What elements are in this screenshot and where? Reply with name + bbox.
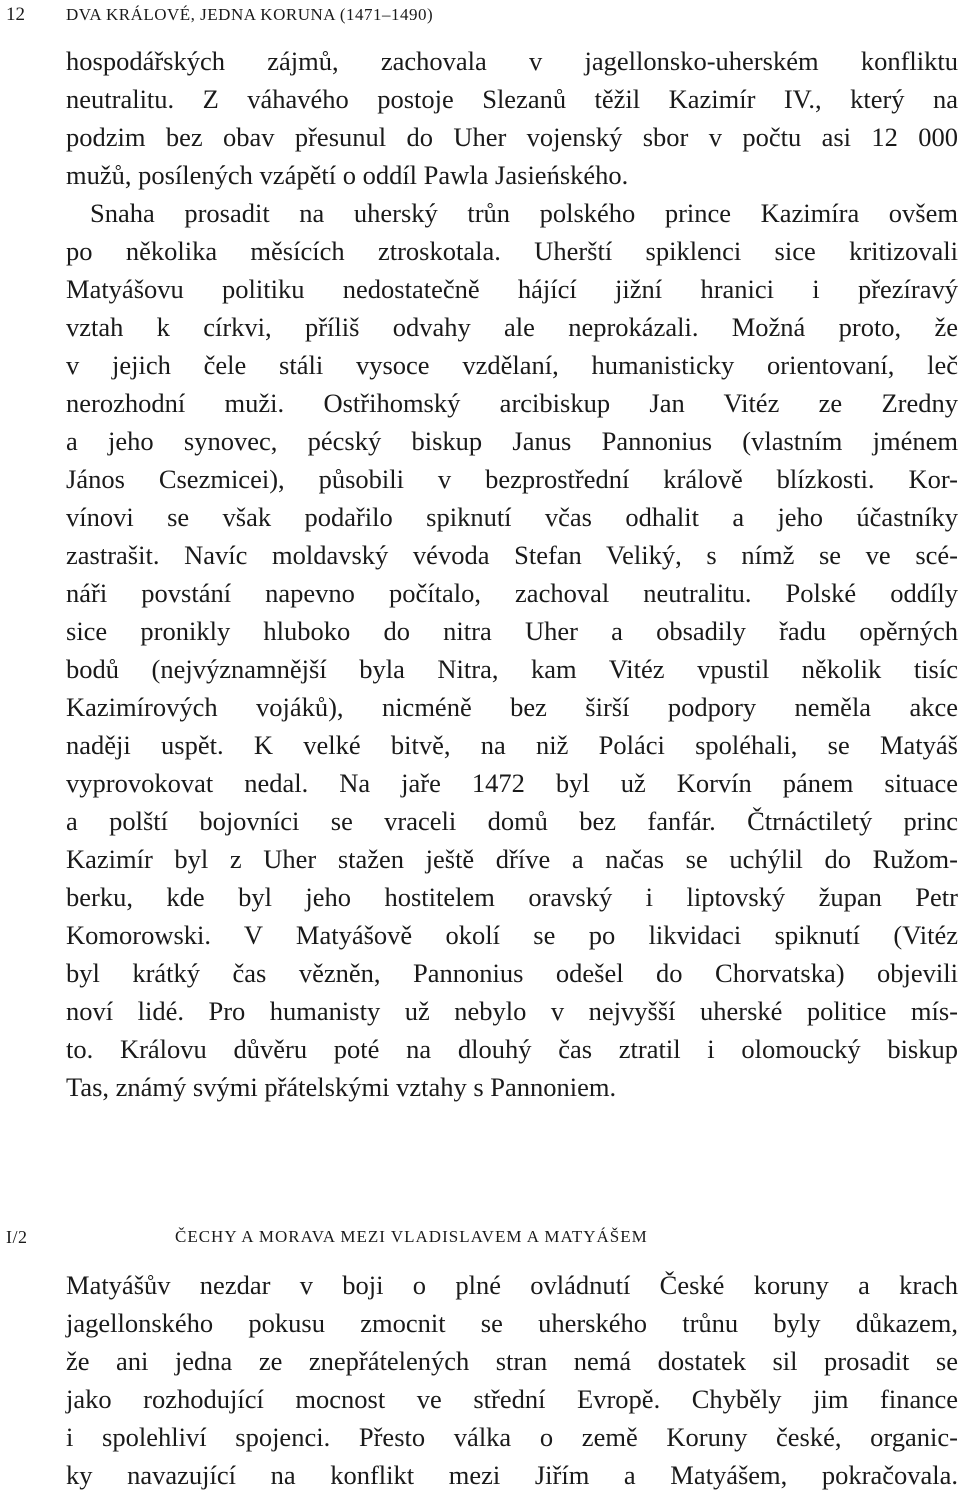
text-line: podzim bez obav přesunul do Uher vojenský sbor v počtu asi 12 000 [66,122,958,152]
text-line: berku, kde byl jeho hostitelem oravský i liptovský župan Petr [66,882,958,912]
text-line: naději uspět. K velké bitvě, na niž Poláci spoléhali, se Matyáš [66,730,958,760]
text-line: neutralitu. Z váhavého postoje Slezanů těžil Kazimír IV., který na [66,84,958,114]
text-line: Matyášovu politiku nedostatečně hájící jižní hranici i přezíravý [66,274,958,304]
text-line: byl krátký čas vězněn, Pannonius odešel do Chorvatska) objevili [66,958,958,988]
text-line: a polští bojovníci se vraceli domů bez fanfár. Čtrnáctiletý princ [66,806,958,836]
text-line: Tas, známý svými přátelskými vztahy s Pannoniem. [66,1072,617,1102]
text-line: vyprovokovat nedal. Na jaře 1472 byl už Korvín pánem situace [66,768,958,798]
paragraph-2 [66,194,958,1106]
text-line: mužů, posílených vzápětí o oddíl Pawla Jasieńského. [66,160,629,190]
text-line: to. Královu důvěru poté na dlouhý čas ztratil i olomoucký biskup [66,1034,958,1064]
text-line: vztah k církvi, příliš odvahy ale neprokázali. Možná proto, že [66,312,958,342]
page-header [0,0,960,34]
text-line: Snaha prosadit na uherský trůn polského prince Kazimíra ovšem [90,198,958,228]
text-line: vínovi se však podařilo spiknutí včas odhalit a jeho účastníky [66,502,958,532]
text-line: nerozhodní muži. Ostřihomský arcibiskup Jan Vitéz ze Zredny [66,388,958,418]
body-text-block-2 [66,1266,958,1494]
text-line: že ani jedna ze znepřátelených stran nemá dostatek sil prosadit se [66,1346,958,1376]
text-line: a jeho synovec, pécský biskup Janus Pannonius (vlastním jménem [66,426,958,456]
text-line: ky navazující na konflikt mezi Jiřím a Matyášem, pokračovala. [66,1460,958,1490]
text-line: jagellonského pokusu zmocnit se uherského trůnu byly důkazem, [66,1308,958,1338]
section-heading [0,1225,960,1253]
text-line: náři povstání napevno počítalo, zachoval neutralitu. Polské oddíly [66,578,958,608]
running-title: DVA KRÁLOVÉ, JEDNA KORUNA (1471–1490) [66,5,434,24]
text-line: zastrašit. Navíc moldavský vévoda Stefan Veliký, s nímž se ve scé- [66,540,958,570]
text-line: Kazimír byl z Uher stažen ještě dříve a načas se uchýlil do Ružom- [66,844,958,874]
text-line: Matyášův nezdar v boji o plné ovládnutí České koruny a krach [66,1270,958,1300]
paragraph-1 [66,42,958,194]
text-line: noví lidé. Pro humanisty už nebylo v nejvyšší uherské politice mís- [66,996,958,1026]
text-line: bodů (nejvýznamnější byla Nitra, kam Vitéz vpustil několik tisíc [66,654,958,684]
section-title: ČECHY A MORAVA MEZI VLADISLAVEM A MATYÁŠEM [175,1227,648,1246]
text-line: Komorowski. V Matyášově okolí se po likvidaci spiknutí (Vitéz [66,920,958,950]
paragraph-3 [66,1266,958,1494]
text-line: po několika měsících ztroskotala. Uherští spiklenci sice kritizovali [66,236,958,266]
text-line: jako rozhodující mocnost ve střední Evropě. Chyběly jim finance [66,1384,958,1414]
text-line: sice pronikly hluboko do nitra Uher a obsadily řadu opěrných [66,616,958,646]
text-line: János Csezmicei), působili v bezprostřední králově blízkosti. Kor- [66,464,958,494]
text-line: hospodářských zájmů, zachovala v jagellonsko-uherském konfliktu [66,46,958,76]
body-text-block-1 [66,42,958,1106]
text-line: Kazimírových vojáků), nicméně bez širší podpory neměla akce [66,692,958,722]
text-line: i spolehliví spojenci. Přesto válka o země Koruny české, organic- [66,1422,958,1452]
section-number: I/2 [6,1227,28,1247]
text-line: v jejich čele stáli vysoce vzdělaní, humanisticky orientovaní, leč [66,350,958,380]
page-number: 12 [6,4,25,25]
